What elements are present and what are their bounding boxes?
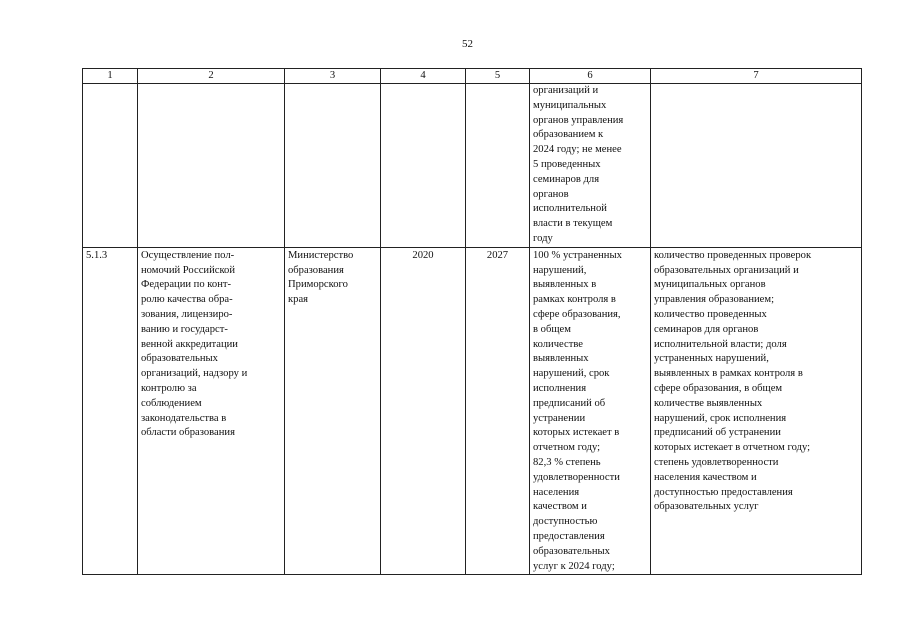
continuation-row [83, 84, 862, 248]
expected-result-cell [530, 247, 651, 575]
column-number-4: 4 [381, 69, 466, 84]
responsible-executor: Министерство образования Приморского края [288, 249, 354, 306]
column-number-7: 7 [651, 69, 862, 84]
expected-result: 100 % устраненных нарушений, выявленных в рамках контроля в сфере образования, в общем количестве выявленных нарушений, срок исполнения предписаний об устранении которых истекает в отчетном году; 82,3 % степень удовлетворенности населения качеством и доступностью предоставления образовательных услуг к 2024 году; [533, 249, 622, 572]
column-number-6: 6 [530, 69, 651, 84]
indicators-list: количество проведенных проверок образовательных организаций и муниципальных органов управления образованием; количество проведенных семинаров для органов исполнительной власти; доля устраненных нарушений, выявленных в рамках контроля в сфере образования, в общем количестве выявленных нарушений, срок исполнения предписаний об устранении которых истекает в отчетном году; степень удовлетворенности населения качеством и доступностью предоставления образовательных услуг [654, 249, 812, 513]
column-number-5: 5 [466, 69, 530, 84]
responsible-executor-cell [285, 247, 381, 575]
column-number-row [83, 69, 862, 84]
end-year: 2027 [486, 249, 509, 261]
continuation-col7 [651, 84, 862, 248]
continuation-col1 [83, 84, 138, 248]
continuation-col4 [381, 84, 466, 248]
continuation-col5 [466, 84, 530, 248]
continuation-col3 [285, 84, 381, 248]
activity-name-cell [138, 247, 285, 575]
indicators-cell [651, 247, 862, 575]
column-number-1: 1 [83, 69, 138, 84]
column-number-2: 2 [138, 69, 285, 84]
item-number-cell [83, 247, 138, 575]
program-table [82, 68, 862, 575]
continuation-indicator-text [530, 84, 651, 248]
start-year-cell [381, 247, 466, 575]
continuation-indicator-value: организаций и муниципальных органов управления образованием к 2024 году; не менее 5 проведенных семинаров для органов исполнительной власти в текущем году [533, 85, 624, 244]
start-year: 2020 [412, 249, 434, 261]
page-number: 52 [462, 38, 473, 50]
continuation-col2 [138, 84, 285, 248]
activity-name: Осуществление пол- номочий Российской Федерации по конт- ролю качества обра- зования, лицензиро- ванию и государст- венной аккредитации образовательных организаций, надзору и контролю за соблюдением законодательства в области образования [141, 249, 248, 439]
table-row [83, 247, 862, 575]
item-number: 5.1.3 [86, 249, 108, 261]
column-number-3: 3 [285, 69, 381, 84]
end-year-cell [466, 247, 530, 575]
